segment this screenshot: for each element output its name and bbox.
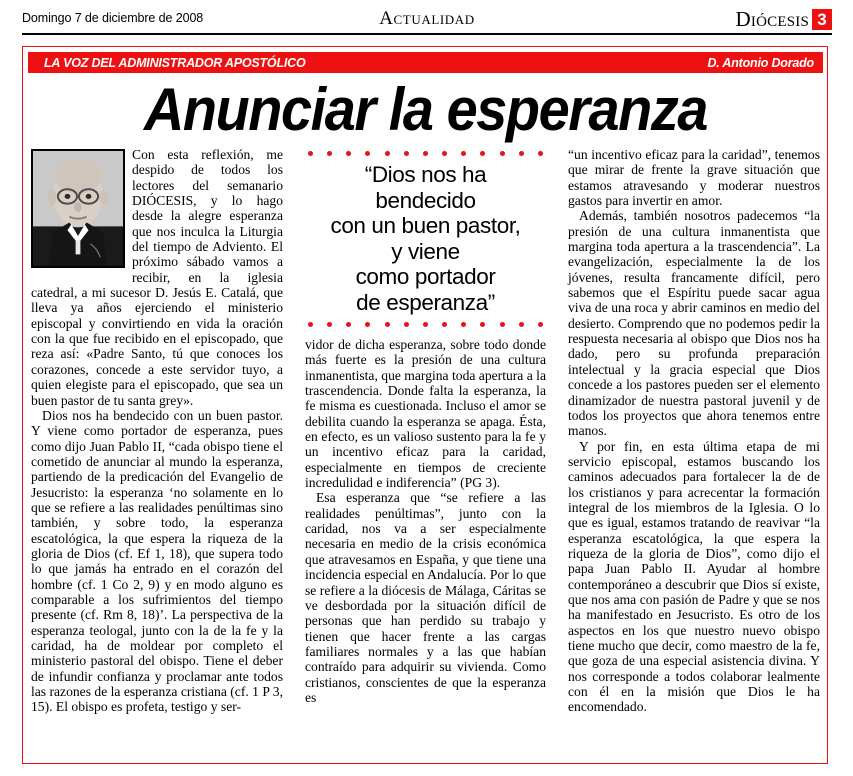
- pull-quote: [305, 151, 546, 327]
- brand-name: Diócesis: [735, 7, 809, 31]
- dot-icon: [404, 151, 409, 156]
- paragraph: Y por fin, en esta última etapa de mi servicio episcopal, estamos buscando los caminos adecuados para fortalecer la de de los cristianos y para acrecentar la formación integral de los miembros de la Iglesia. O lo que es igual, estamos tratando de reavivar “la esperanza escatológica, la que espera la riqueza de la gloria de Dios”, como dijo el papa Juan Pablo II. Ayudar al hombre contemporáneo a descubrir que Dios sí existe, que nos ama con pasión de Padre y que se nos ha manifestado en Jesucristo. Es otro de los aspectos en los que nuestro nuevo obispo tiene mucho que decir, como maestro de la fe, que goza de una especial asistencia divina. Y nos corresponde a todos colaborar lealmente con él en la misión que Dios le ha encomendado.: [568, 438, 820, 715]
- column-3-text: [568, 147, 820, 715]
- dot-icon: [385, 151, 390, 156]
- dot-icon: [500, 151, 505, 156]
- pull-quote-line: como portador: [355, 264, 496, 289]
- dot-icon: [538, 151, 543, 156]
- article-column-3: [557, 147, 820, 759]
- dot-icon: [480, 151, 485, 156]
- paragraph: vidor de dicha esperanza, sobre todo donde más fuerte es la presión de una cultura inmanentista, que margina toda apertura a la trascendencia. Donde falta la esperanza, la fe misma es cuestionada. Incluso el amor se debilita cuando la esperanza se apaga. Ésta, en efecto, es un valioso sustento para la fe y un incentivo eficaz para la caridad, especialmente en tiempos de creciente incredulidad e indiferencia” (PG 3).: [305, 337, 546, 491]
- dot-icon: [442, 322, 447, 327]
- pull-quote-dots-bottom: [305, 322, 546, 327]
- dot-icon: [423, 151, 428, 156]
- paragraph: Esa esperanza que “se refiere a las realidades penúltimas”, junto con la caridad, nos va a ser especialmente necesaria en medio de la crisis económica que atravesamos en España, y que tiene una incidencia especial en Andalucía. Por lo que se refiere a la diócesis de Málaga, Cáritas se ve desbordada por la situación difícil de personas que han perdido su trabajo y tienen que hacer frente a las cargas familiares normales y a las que habían contraído para adquirir su vivienda. Como cristianos, conscientes de que la esperanza es: [305, 490, 546, 705]
- dot-icon: [423, 322, 428, 327]
- kicker-author: D. Antonio Dorado: [707, 55, 814, 70]
- dot-icon: [461, 151, 466, 156]
- dot-icon: [365, 322, 370, 327]
- article-column-1: [31, 147, 294, 759]
- dot-icon: [519, 322, 524, 327]
- dot-icon: [500, 322, 505, 327]
- paragraph: Con esta reflexión, me despido de todos los lectores del semanario DIÓCESIS, y lo hago desde la alegre esperanza que nos inculca la Liturgia del tiempo de Adviento. El próximo sábado vamos a recibir, en la iglesia catedral, a mi sucesor D. Jesús E. Catalá, que lleva ya años ejerciendo el ministerio episcopal y convirtiendo en vida la oración con la que fue recibido en el episcopado, que reza así: «Padre Santo, tú que conoces los corazones, concede a este servidor tuyo, a quien elegiste para el episcopado, que sea un buen pastor de tu santa grey».: [31, 147, 283, 408]
- article-columns: [31, 147, 821, 759]
- article-column-2: [294, 147, 557, 759]
- masthead-rule: [22, 33, 832, 35]
- article-frame: [22, 46, 828, 764]
- dot-icon: [538, 322, 543, 327]
- pull-quote-line: “Dios nos ha: [364, 162, 487, 187]
- pull-quote-line: con un buen pastor,: [330, 213, 521, 238]
- dot-icon: [365, 151, 370, 156]
- dot-icon: [346, 151, 351, 156]
- dot-icon: [461, 322, 466, 327]
- paragraph: Además, también nosotros padecemos “la presión de una cultura inmanentista que margina toda apertura a la trascendencia”. La evangelización, especialmente la de los jóvenes, resulta francamente difícil, pero sabemos que el Espíritu puede sacar agua viva de una roca y abrir caminos en medio del desierto. Comprendo que no podemos pedir la respuesta necesaria al obispo que Dios nos ha dado, pero su profunda preparación intelectual y la gracia especial que Dios concede a los pastores pueden ser el elemento dinamizador de nuestra pastoral juvenil y de todos los proyectos que ahora tenemos entre manos.: [568, 208, 820, 439]
- dot-icon: [327, 151, 332, 156]
- kicker-column-title: LA VOZ DEL ADMINISTRADOR APOSTÓLICO: [44, 55, 306, 70]
- dot-icon: [385, 322, 390, 327]
- column-2-text: [305, 337, 546, 705]
- dot-icon: [308, 151, 313, 156]
- dot-icon: [442, 151, 447, 156]
- paragraph: Dios nos ha bendecido con un buen pastor. Y viene como portador de esperanza, pues como dijo Juan Pablo II, “cada obispo tiene el cometido de anunciar al mundo la esperanza, partiendo de la predicación del Evangelio de Jesucristo: la esperanza ‘no solamente en lo que se refiere a las realidades penúltimas sino también, y sobre todo, la esperanza escatológica, la que espera la riqueza de la gloria de Dios (cf. Ef 1, 18), que supera todo lo que jamás ha entrado en el corazón del hombre (cf. 1 Co 2, 9) y en modo alguno es comparable a los sufrimientos del tiempo presente (cf. Rm 8, 18)’. La perspectiva de la esperanza teologal, junto con la de la fe y la caridad, ha de moldear por completo el ministerio pastoral del obispo. Tiene el deber de infundir confianza y proclamar ante todos las razones de la esperanza cristiana (cf. 1 P 3, 15). El obispo es profeta, testigo y ser-: [31, 407, 283, 715]
- dot-icon: [346, 322, 351, 327]
- issue-date: Domingo 7 de diciembre de 2008: [22, 11, 204, 25]
- dot-icon: [327, 322, 332, 327]
- author-portrait: [31, 149, 125, 268]
- pull-quote-line: de esperanza”: [356, 289, 495, 315]
- kicker-bar: [28, 52, 823, 73]
- pull-quote-line: y viene: [391, 238, 460, 264]
- section-title: Actualidad: [379, 8, 475, 29]
- dot-icon: [519, 151, 524, 156]
- page-number-badge: 3: [812, 9, 832, 30]
- pull-quote-dots-top: [305, 151, 546, 156]
- page-title: Anunciar la esperanza: [143, 76, 708, 143]
- dot-icon: [480, 322, 485, 327]
- dot-icon: [308, 322, 313, 327]
- pull-quote-line: bendecido: [375, 187, 476, 213]
- pull-quote-text: [305, 162, 546, 315]
- masthead: [22, 8, 832, 34]
- dot-icon: [404, 322, 409, 327]
- paragraph: “un incentivo eficaz para la caridad”, tenemos que mirar de frente la grave situación que estamos atravesando y moderar nuestros gastos para invertir en amor.: [568, 147, 820, 209]
- brand-block: [736, 7, 832, 32]
